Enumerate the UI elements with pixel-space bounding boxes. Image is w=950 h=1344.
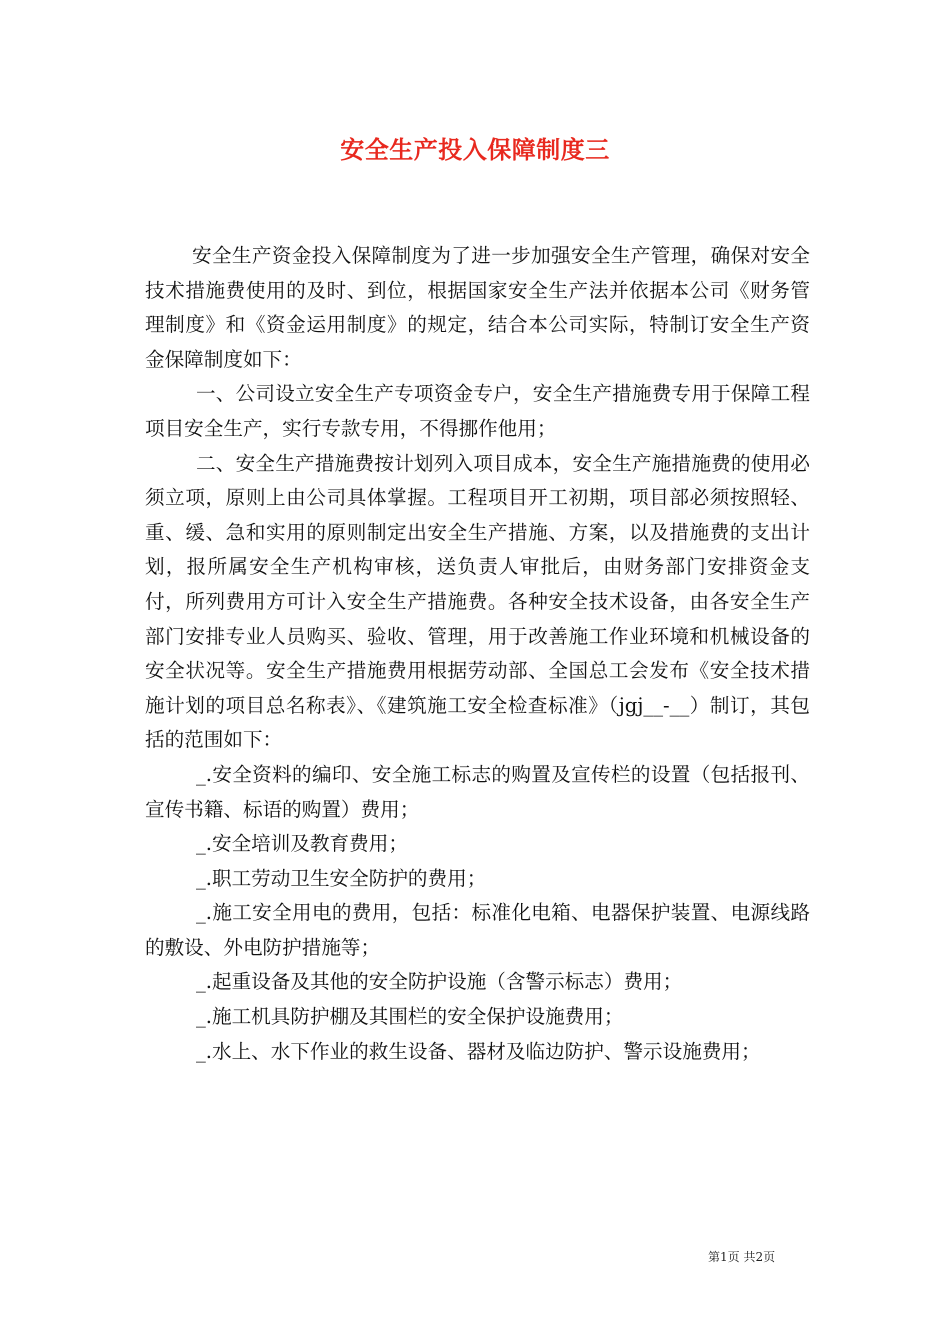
list-item: _.起重设备及其他的安全防护设施（含警示标志）费用；: [195, 970, 683, 994]
document-title: 安全生产投入保障制度三: [340, 135, 610, 164]
paragraph-item-1: 一、公司设立安全生产专项资金专户，安全生产措施费专用于保障工程项目安全生产，实行专款专用，不得挪作他用；: [145, 382, 810, 440]
list-item: _.施工机具防护棚及其围栏的安全保护设施费用；: [195, 1005, 624, 1029]
paragraph-intro: 安全生产资金投入保障制度为了进一步加强安全生产管理，确保对安全技术措施费使用的及时、到位，根据国家安全生产法并依据本公司《财务管理制度》和《资金运用制度》的规定，结合本公司实际，特制订安全生产资金保障制度如下：: [145, 244, 810, 371]
page-number-footer: 第1页 共2页: [708, 1250, 776, 1264]
document-body: [145, 239, 810, 1069]
list-item: _.安全资料的编印、安全施工标志的购置及宣传栏的设置（包括报刊、宣传书籍、标语的购置）费用；: [145, 762, 810, 821]
list-item: _.安全培训及教育费用；: [195, 832, 408, 856]
list-item: _.施工安全用电的费用，包括：标准化电箱、电器保护装置、电源线路的敷设、外电防护措施等；: [145, 901, 810, 959]
list-item: _.职工劳动卫生安全防护的费用；: [195, 866, 487, 890]
list-item: _.水上、水下作业的救生设备、器材及临边防护、警示设施费用；: [195, 1039, 761, 1063]
paragraph-item-2: 二、安全生产措施费按计划列入项目成本，安全生产施措施费的使用必须立项，原则上由公司具体掌握。工程项目开工初期，项目部必须按照轻、重、缓、急和实用的原则制定出安全生产措施、方案，以及措施费的支出计划，报所属安全生产机构审核，送负责人审批后，由财务部门安排资金支付，所列费用方可计入安全生产措施费。各种安全技术设备，由各安全生产部门安排专业人员购买、验收、管理，用于改善施工作业环境和机械设备的安全状况等。安全生产措施费用根据劳动部、全国总工会发布《安全技术措施计划的项目总名称表》、《建筑施工安全检查标准》（jgj__-__）制订，其包括的范围如下：: [145, 451, 810, 752]
